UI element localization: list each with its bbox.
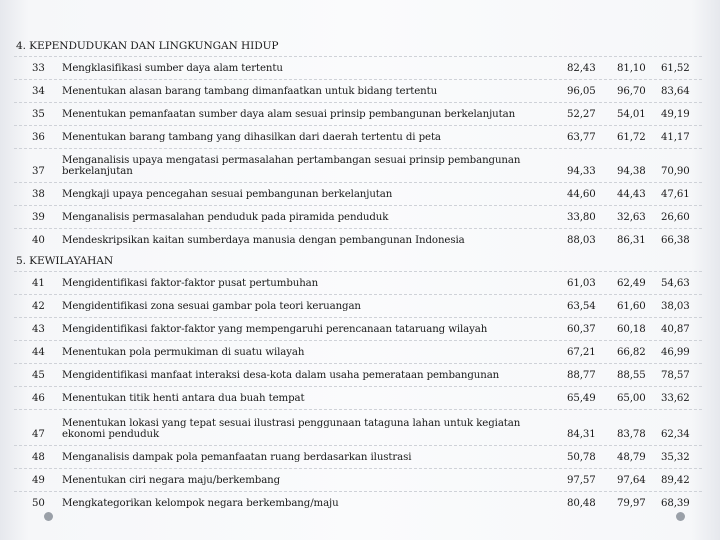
- score-2: 54,01: [617, 109, 646, 120]
- score-2: 65,00: [617, 393, 646, 404]
- score-2: 83,78: [617, 429, 646, 440]
- item-number: 43: [32, 324, 45, 335]
- score-1: 80,48: [567, 498, 596, 509]
- item-number: 34: [32, 86, 45, 97]
- item-number: 50: [32, 498, 45, 509]
- score-2: 61,60: [617, 301, 646, 312]
- score-1: 88,03: [567, 235, 596, 246]
- score-2: 86,31: [617, 235, 646, 246]
- section-header-kependudukan: 4. KEPENDUDUKAN DAN LINGKUNGAN HIDUP: [16, 40, 279, 52]
- score-3: 62,34: [661, 429, 690, 440]
- item-number: 37: [32, 166, 45, 177]
- item-number: 41: [32, 278, 45, 289]
- item-number: 39: [32, 212, 45, 223]
- score-1: 63,77: [567, 132, 596, 143]
- table-row: [14, 148, 702, 182]
- score-1: 94,33: [567, 166, 596, 177]
- table-row: [14, 363, 702, 386]
- item-number: 44: [32, 347, 45, 358]
- score-1: 84,31: [567, 429, 596, 440]
- results-table: [14, 36, 702, 514]
- item-description: Mendeskripsikan kaitan sumberdaya manusia dengan pembangunan Indonesia: [62, 235, 465, 246]
- item-description: Menentukan alasan barang tambang dimanfaatkan untuk bidang tertentu: [62, 86, 438, 97]
- item-description: Mengkaji upaya pencegahan sesuai pembangunan berkelanjutan: [62, 189, 393, 200]
- item-number: 48: [32, 452, 45, 463]
- table-row: [14, 182, 702, 205]
- table-row: [14, 56, 702, 79]
- item-description: Mengkategorikan kelompok negara berkembang/maju: [62, 498, 339, 509]
- item-description: Mengidentifikasi manfaat interaksi desa-kota dalam usaha pemerataan pembangunan: [62, 370, 500, 381]
- score-3: 46,99: [661, 347, 690, 358]
- item-number: 46: [32, 393, 45, 404]
- item-description: Mengklasifikasi sumber daya alam tertentu: [62, 63, 283, 74]
- item-number: 33: [32, 63, 45, 74]
- score-1: 63,54: [567, 301, 596, 312]
- item-description: Mengidentifikasi faktor-faktor pusat pertumbuhan: [62, 278, 319, 289]
- item-description: Menentukan titik henti antara dua buah tempat: [62, 393, 305, 404]
- score-3: 41,17: [661, 132, 690, 143]
- score-1: 60,37: [567, 324, 596, 335]
- table-row: [14, 102, 702, 125]
- table-row: [14, 205, 702, 228]
- score-1: 82,43: [567, 63, 596, 74]
- score-3: 54,63: [661, 278, 690, 289]
- score-3: 49,19: [661, 109, 690, 120]
- score-2: 88,55: [617, 370, 646, 381]
- score-1: 50,78: [567, 452, 596, 463]
- table-row: [14, 491, 702, 514]
- score-2: 48,79: [617, 452, 646, 463]
- table-row: [14, 468, 702, 491]
- score-2: 61,72: [617, 132, 646, 143]
- table-row: [14, 271, 702, 294]
- item-description: Mengidentifikasi zona sesuai gambar pola teori keruangan: [62, 301, 361, 312]
- score-2: 66,82: [617, 347, 646, 358]
- score-3: 89,42: [661, 475, 690, 486]
- score-2: 60,18: [617, 324, 646, 335]
- item-description: Menganalisis dampak pola pemanfaatan ruang berdasarkan ilustrasi: [62, 452, 412, 463]
- item-number: 36: [32, 132, 45, 143]
- score-3: 47,61: [661, 189, 690, 200]
- score-2: 44,43: [617, 189, 646, 200]
- item-number: 49: [32, 475, 45, 486]
- score-1: 52,27: [567, 109, 596, 120]
- item-number: 38: [32, 189, 45, 200]
- table-row: [14, 409, 702, 445]
- score-3: 68,39: [661, 498, 690, 509]
- item-number: 35: [32, 109, 45, 120]
- bullet-right-icon: [676, 512, 685, 521]
- item-description: Menentukan pola permukiman di suatu wilayah: [62, 347, 305, 358]
- score-2: 97,64: [617, 475, 646, 486]
- score-3: 78,57: [661, 370, 690, 381]
- score-2: 32,63: [617, 212, 646, 223]
- table-row: [14, 294, 702, 317]
- section-header-kewilayahan: 5. KEWILAYAHAN: [16, 255, 114, 267]
- item-number: 40: [32, 235, 45, 246]
- item-description: Mengidentifikasi faktor-faktor yang mempengaruhi perencanaan tataruang wilayah: [62, 324, 488, 335]
- score-2: 79,97: [617, 498, 646, 509]
- score-3: 61,52: [661, 63, 690, 74]
- score-1: 67,21: [567, 347, 596, 358]
- item-description: Menentukan pemanfaatan sumber daya alam sesuai prinsip pembangunan berkelanjutan: [62, 109, 516, 120]
- score-2: 94,38: [617, 166, 646, 177]
- score-3: 66,38: [661, 235, 690, 246]
- score-3: 33,62: [661, 393, 690, 404]
- score-1: 88,77: [567, 370, 596, 381]
- score-3: 70,90: [661, 166, 690, 177]
- score-2: 62,49: [617, 278, 646, 289]
- score-3: 83,64: [661, 86, 690, 97]
- score-3: 35,32: [661, 452, 690, 463]
- table-row: [14, 340, 702, 363]
- score-1: 96,05: [567, 86, 596, 97]
- item-description: Menentukan lokasi yang tepat sesuai ilustrasi penggunaan tataguna lahan untuk kegiatan ekonomi penduduk: [62, 418, 521, 440]
- item-number: 47: [32, 429, 45, 440]
- bullet-left-icon: [44, 512, 53, 521]
- table-row: [14, 317, 702, 340]
- table-row: [14, 125, 702, 148]
- item-number: 42: [32, 301, 45, 312]
- table-row: [14, 445, 702, 468]
- table-row: [14, 386, 702, 409]
- item-description: Menentukan ciri negara maju/berkembang: [62, 475, 281, 486]
- score-3: 38,03: [661, 301, 690, 312]
- table-row: [14, 228, 702, 251]
- item-description: Menganalisis permasalahan penduduk pada piramida penduduk: [62, 212, 389, 223]
- item-description: Menganalisis upaya mengatasi permasalahan pertambangan sesuai prinsip pembangunan berkelanjutan: [62, 155, 521, 177]
- item-description: Menentukan barang tambang yang dihasilkan dari daerah tertentu di peta: [62, 132, 441, 143]
- score-1: 61,03: [567, 278, 596, 289]
- score-3: 40,87: [661, 324, 690, 335]
- score-2: 81,10: [617, 63, 646, 74]
- table-row: [14, 79, 702, 102]
- item-number: 45: [32, 370, 45, 381]
- score-1: 65,49: [567, 393, 596, 404]
- score-1: 44,60: [567, 189, 596, 200]
- score-1: 97,57: [567, 475, 596, 486]
- score-3: 26,60: [661, 212, 690, 223]
- score-2: 96,70: [617, 86, 646, 97]
- score-1: 33,80: [567, 212, 596, 223]
